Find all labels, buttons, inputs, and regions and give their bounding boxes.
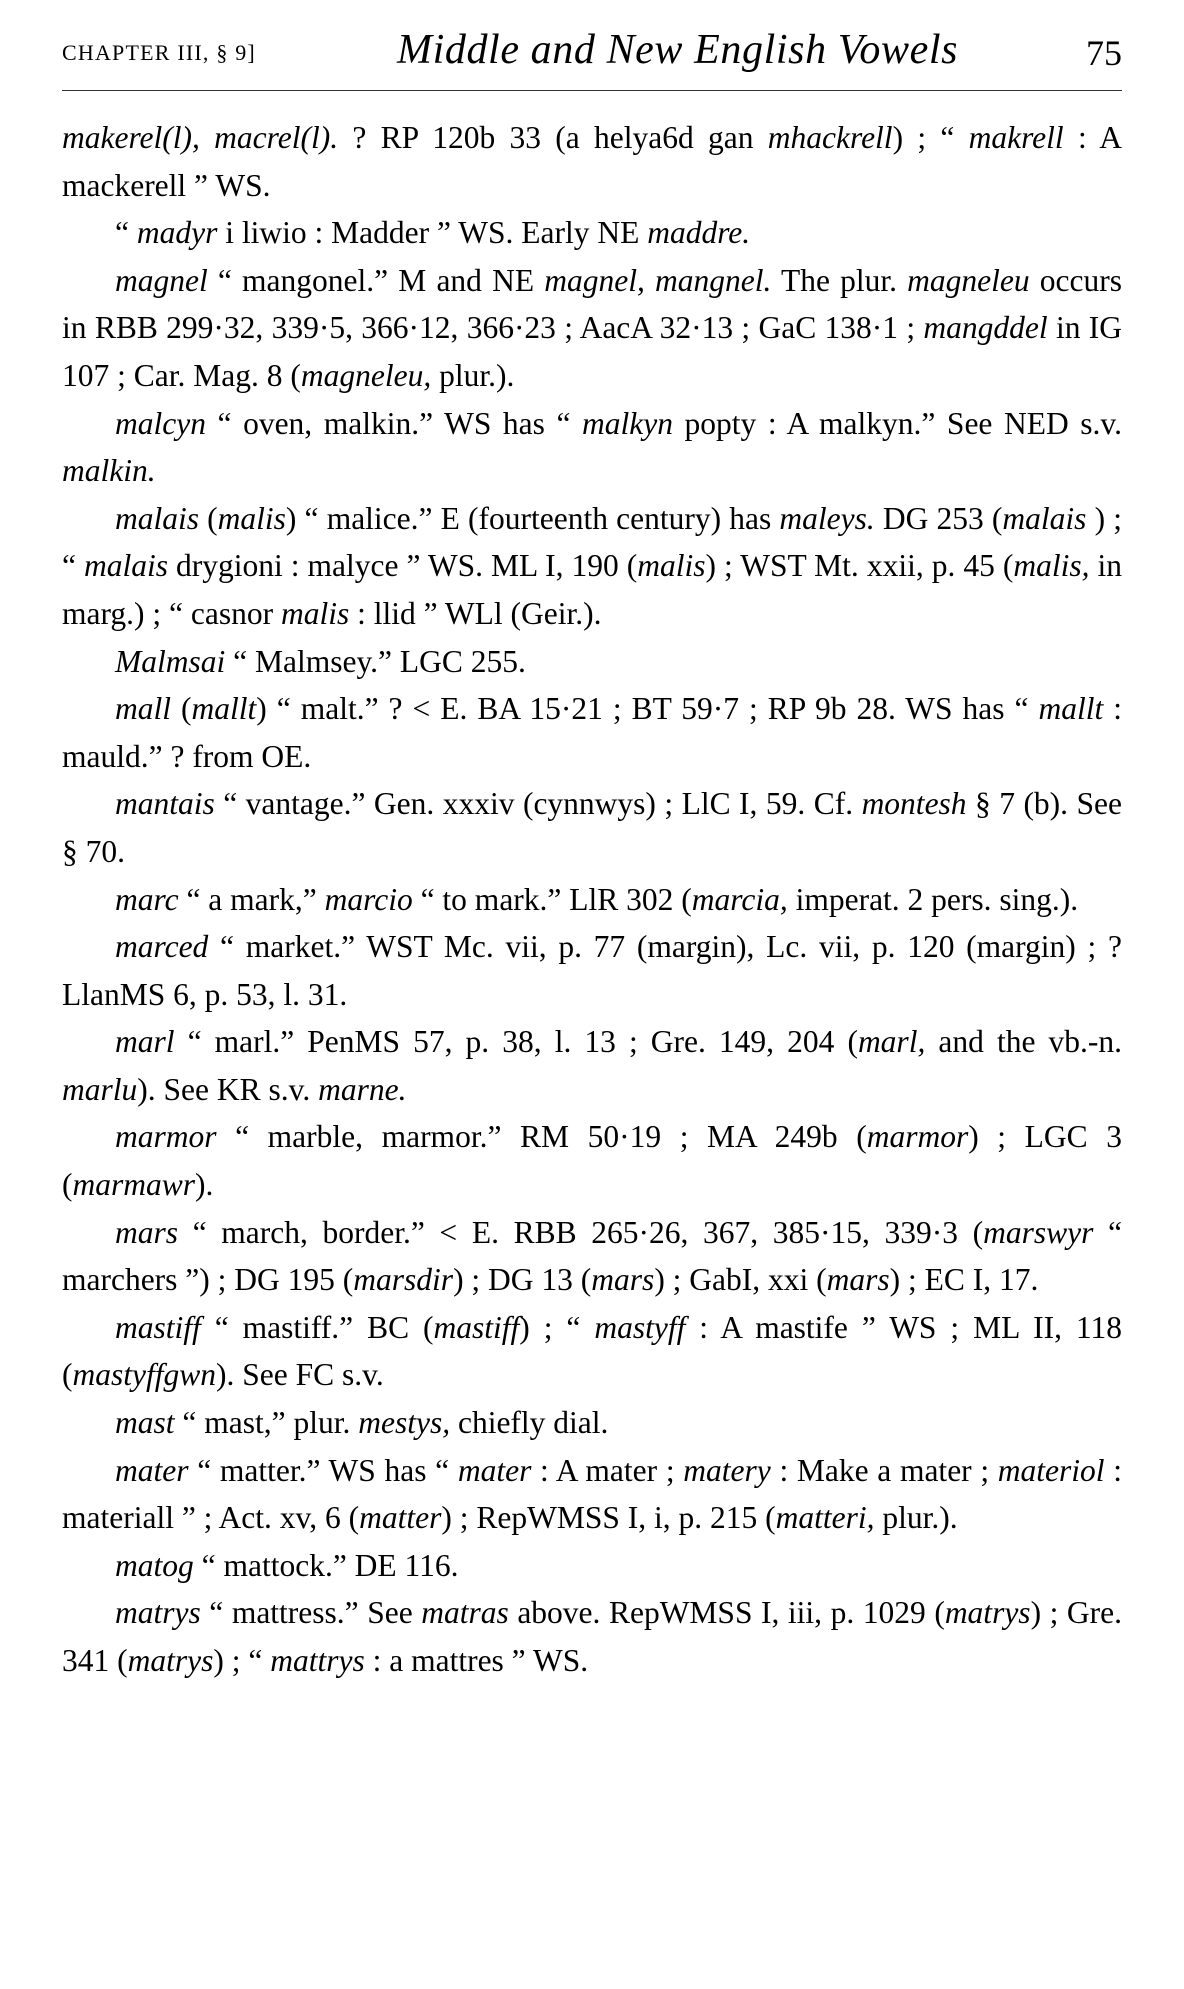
entry-text: “ mastiff.” BC ( [200,1309,434,1345]
entry-text: ). [195,1167,214,1203]
entry-text: occurs in RBB 299·32, 339·5, 366·12, 366·23 ; AacA 32·13 ; GaC 138·1 ; [62,262,1122,346]
entry-headword: mantais [115,786,215,822]
italic-form: maddre. [647,215,751,251]
italic-form: malkyn [582,405,673,441]
entry-text: ) ; “ [519,1309,595,1345]
entry-headword: mater [115,1452,189,1488]
entry-text: : A mastife ” WS ; ML II, 118 ( [62,1309,1122,1393]
glossary-entry [62,923,1122,1018]
entry-headword: malais [115,500,200,536]
entry-text: : mauld.” ? from OE. [62,691,1122,774]
italic-form: marmor [866,1119,969,1155]
italic-form: malis [280,595,350,631]
entry-text: ) ; LGC 3 ( [62,1119,1122,1203]
entry-text: ( [171,691,192,727]
entry-text: in marg.) ; “ casnor [62,548,1122,631]
header-rule [62,90,1122,91]
entry-text: ) “ malt.” ? < E. BA 15·21 ; BT 59·7 ; RP 9b 28. WS has “ [256,691,1039,727]
entry-text: “ marble, marmor.” RM 50·19 ; MA 249b ( [216,1119,867,1155]
glossary-entry [62,1113,1122,1208]
entry-text: The plur. [771,262,908,298]
italic-form: mastiff [433,1309,520,1345]
italic-form: malkin. [62,453,156,489]
entry-text: DG 253 ( [874,500,1003,536]
entry-text: “ vantage.” Gen. xxxiv (cynnwys) ; LlC I, 59. Cf. [214,786,862,822]
glossary-entry [62,1542,1122,1590]
italic-form: maleys. [779,500,875,536]
italic-form: matter [359,1500,442,1536]
entry-text: : Make a mater ; [770,1452,998,1488]
italic-form: mastyffgwn [72,1357,217,1393]
entry-headword: makerel(l), macrel(l). [62,120,339,155]
italic-form: materiol [997,1452,1105,1488]
italic-form: mangddel [923,310,1048,346]
entry-headword: marc [115,881,179,917]
glossary-entry [62,257,1122,400]
italic-form: marcia, [691,881,788,917]
italic-form: marcio [324,881,413,917]
running-title: Middle and New English Vowels [397,27,959,73]
entry-text: ) ; WST Mt. xxii, p. 45 ( [705,548,1014,584]
entry-text: ). See KR s.v. [137,1071,319,1107]
entry-headword: mastiff [115,1309,201,1345]
entry-text: ) ; GabI, xxi ( [654,1262,827,1298]
entry-text: ) ; “ [62,500,1122,584]
entry-text: “ Malmsey.” LGC 255. [225,643,526,679]
entry-text: above. RepWMSS I, iii, p. 1029 ( [508,1595,945,1631]
entry-text: ( [199,500,218,536]
italic-form: malis, [1013,548,1090,584]
entry-text: “ a mark,” [178,881,325,917]
entry-text: : a mattres ” WS. [364,1643,589,1678]
entry-text: ) “ malice.” E (fourteenth century) has [285,500,780,536]
entry-headword: mast [115,1405,175,1441]
running-header [62,26,1122,76]
entry-text: chiefly dial. [450,1405,609,1441]
entry-text: imperat. 2 pers. sing.). [787,881,1079,917]
entry-headword: mars [115,1214,179,1250]
entry-text: “ to mark.” LlR 302 ( [412,881,692,917]
entry-text: “ mattress.” See [200,1595,422,1631]
italic-form: mallt [191,691,257,727]
entry-text: ) ; “ [213,1643,271,1678]
italic-form: marsdir [353,1262,454,1298]
glossary-entry [62,638,1122,686]
entry-text: “ mangonel.” M and NE [207,262,545,298]
entry-text: : A mater ; [531,1452,684,1488]
entry-text: ) ; “ [892,120,969,155]
entry-headword: mall [115,691,172,727]
glossary-entry [62,1209,1122,1304]
entry-text: plur.). [874,1500,958,1536]
glossary-body [62,114,1122,1685]
italic-form: matrys [127,1643,214,1678]
entry-headword: malcyn [115,405,206,441]
glossary-entry [62,1447,1122,1542]
italic-form: malis [637,548,706,584]
entry-headword: magnel [115,262,208,298]
entry-text: ). See FC s.v. [216,1357,384,1393]
entry-text: drygioni : malyce ” WS. ML I, 190 ( [168,548,638,584]
italic-form: marmawr [72,1167,196,1203]
italic-form: malais [84,548,169,584]
entry-text: : materiall ” ; Act. xv, 6 ( [62,1452,1122,1536]
italic-form: mestys, [358,1405,451,1441]
entry-text: : A mackerell ” WS. [62,120,1122,203]
entry-text: “ oven, malkin.” WS has “ [205,405,583,441]
italic-form: matras [421,1595,509,1631]
entry-text: i liwio : Madder ” WS. Early NE [217,215,648,251]
entry-text: “ matter.” WS has “ [188,1452,458,1488]
glossary-entry [62,400,1122,495]
italic-form: magneleu [907,262,1030,298]
glossary-entry [62,876,1122,924]
entry-text: “ market.” WST Mc. vii, p. 77 (margin), Lc. vii, p. 120 (margin) ; ? LlanMS 6, p. 53, l. 31. [62,929,1122,1012]
glossary-entry [62,209,1122,257]
entry-headword: marced [115,929,209,965]
entry-text: and the vb.-n. [925,1024,1122,1060]
entry-text: plur.). [431,357,515,393]
entry-headword: matog [115,1547,194,1583]
entry-text: ) ; RepWMSS I, i, p. 215 ( [441,1500,776,1536]
italic-form: mars [591,1262,655,1298]
entry-headword: marl [115,1024,175,1060]
italic-form: makrell [968,120,1064,155]
glossary-entry [62,1589,1122,1684]
italic-form: matrys [944,1595,1031,1631]
page-number: 75 [1086,33,1122,73]
italic-form: magneleu, [300,357,432,393]
entry-text: popty : A malkyn.” See NED s.v. [672,405,1122,441]
italic-form: madyr [136,215,218,251]
italic-form: malis [217,500,286,536]
italic-form: magnel, mangnel. [544,262,772,298]
italic-form: mhackrell [767,120,893,155]
entry-text: “ marchers ”) ; DG 195 ( [62,1214,1123,1298]
entry-text: “ march, border.” < E. RBB 265·26, 367, 385·15, 339·3 ( [178,1214,984,1250]
italic-form: mallt [1038,691,1104,727]
entry-text: ) ; EC I, 17. [889,1262,1039,1298]
italic-form: matteri, [775,1500,875,1536]
entry-text: “ mattock.” DE 116. [193,1547,459,1583]
entry-text: ) ; Gre. 341 ( [62,1595,1122,1678]
glossary-entry [62,1399,1122,1447]
glossary-entry [62,114,1122,209]
chapter-reference: CHAPTER III, § 9] [62,40,256,65]
entry-text: “ [115,215,137,251]
entry-text: ) ; DG 13 ( [453,1262,592,1298]
glossary-entry [62,1304,1122,1399]
italic-form: mattrys [270,1643,365,1678]
entry-headword: Malmsai [115,643,226,679]
glossary-entry [62,685,1122,780]
italic-form: marlu [62,1071,138,1107]
entry-text: ? RP 120b 33 (a helya6d gan [338,120,768,155]
entry-headword: marmor [115,1119,217,1155]
glossary-entry [62,1018,1122,1113]
entry-text: “ mast,” plur. [174,1405,359,1441]
entry-headword: matrys [115,1595,201,1631]
entry-text: § 7 (b). See § 70. [62,786,1122,869]
italic-form: marne. [318,1071,407,1107]
italic-form: malais [1002,500,1087,536]
italic-form: mater [457,1452,532,1488]
entry-text: in IG 107 ; Car. Mag. 8 ( [62,310,1122,393]
italic-form: mastyff [594,1309,686,1345]
entry-text: : llid ” WLl (Geir.). [349,595,602,631]
italic-form: mars [826,1262,890,1298]
italic-form: marswyr [983,1214,1094,1250]
glossary-entry [62,780,1122,875]
entry-text: “ marl.” PenMS 57, p. 38, l. 13 ; Gre. 149, 204 ( [174,1024,858,1060]
glossary-entry [62,495,1122,638]
italic-form: montesh [861,786,967,822]
italic-form: matery [683,1452,771,1488]
italic-form: marl, [857,1024,926,1060]
